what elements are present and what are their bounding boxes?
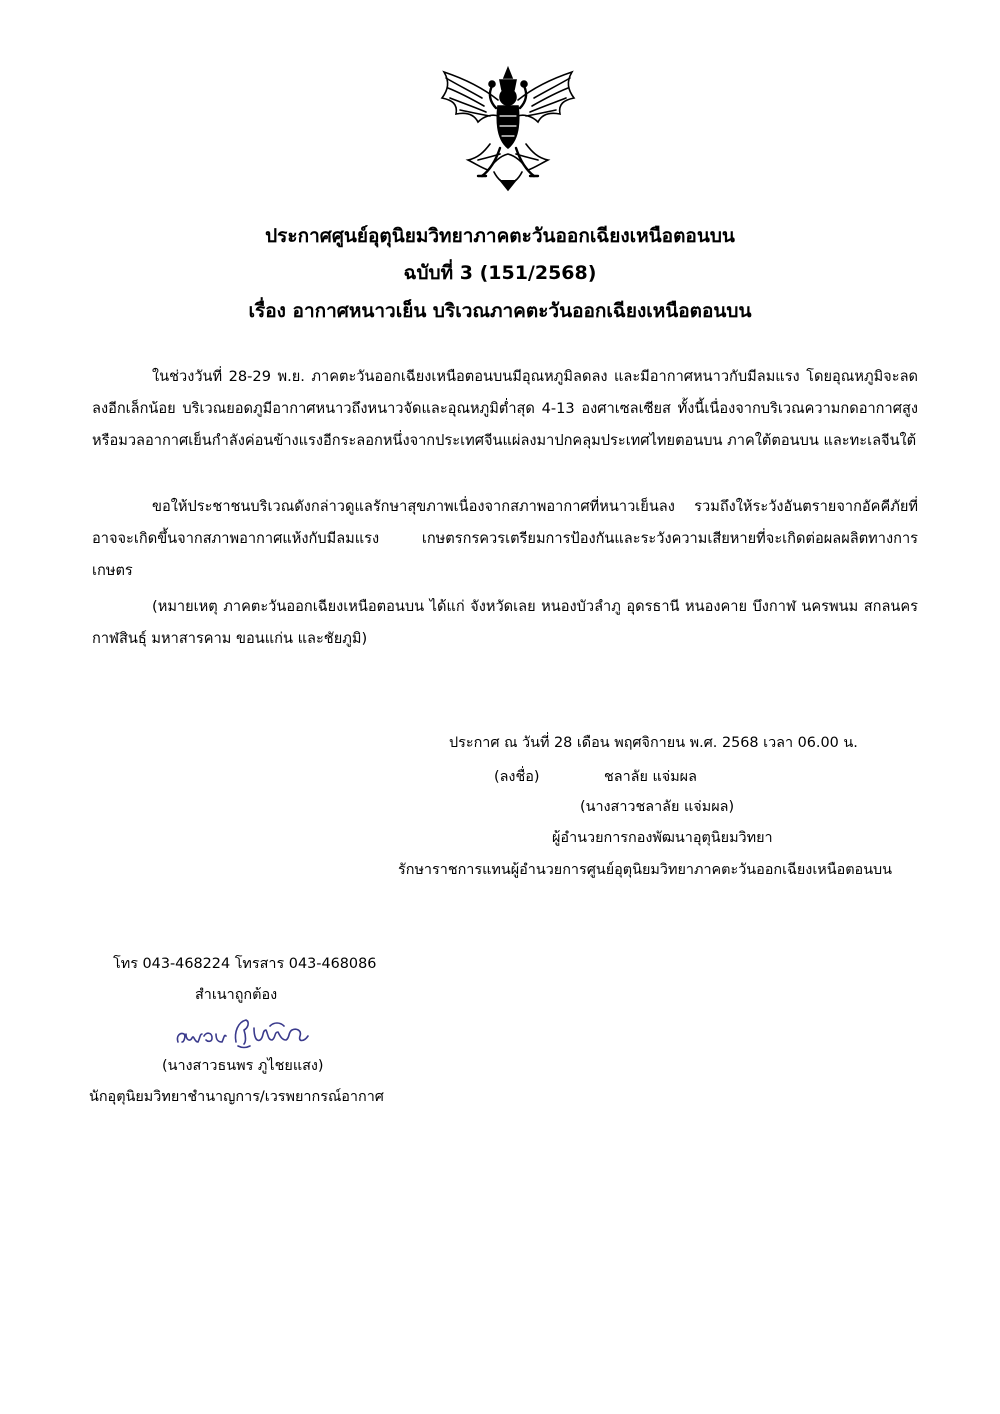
paragraph-weather-situation (92, 361, 918, 457)
signer-full-name: (นางสาวชลาลัย แจ่มผล) (580, 799, 735, 815)
signer-acting-position: รักษาราชการแทนผู้อำนวยการศูนย์อุตุนิยมวิทยาภาคตะวันออกเฉียงเหนือตอนบน (398, 862, 893, 878)
paragraph-advice (92, 491, 918, 587)
announcement-subject: เรื่อง อากาศหนาวเย็น บริเวณภาคตะวันออกเฉียงเหนือตอนบน (248, 300, 752, 322)
paragraph-note (92, 591, 918, 655)
signed-label: (ลงชื่อ) (494, 769, 540, 785)
announcement-number: ฉบับที่ 3 (151/2568) (403, 262, 597, 284)
paragraph-text: ในช่วงวันที่ 28-29 พ.ย. ภาคตะวันออกเฉียงเหนือตอนบนมีอุณหภูมิลดลง และมีอากาศหนาวกับมีลมแรง โดยอุณหภูมิจะลดลงอีกเล็กน้อย บริเวณยอดภูมีอากาศหนาวถึงหนาวจัดและอุณหภูมิต่ำสุด 4-13 องศาเซลเซียส ทั้งนี้เนื่องจากบริเวณความกดอากาศสูงหรือมวลอากาศเย็นกำลังค่อนข้างแรงอีกระลอกหนึ่งจากประเทศจีนแผ่ลงมาปกคลุมประเทศไทยตอนบน ภาคใต้ตอนบน และทะเลจีนใต้ (92, 368, 918, 449)
certifier-name: (นางสาวธนพร ภูไชยแสง) (162, 1058, 324, 1074)
copy-certified-label: สำเนาถูกต้อง (195, 987, 278, 1003)
signed-name: ชลาลัย แจ่มผล (604, 769, 697, 785)
announce-date: ประกาศ ณ วันที่ 28 เดือน พฤศจิกายน พ.ศ. 2568 เวลา 06.00 น. (449, 735, 858, 751)
certifier-position: นักอุตุนิยมวิทยาชำนาญการ/เวรพยากรณ์อากาศ (89, 1089, 384, 1105)
signer-position: ผู้อำนวยการกองพัฒนาอุตุนิยมวิทยา (552, 830, 773, 846)
note-text: (หมายเหตุ ภาคตะวันออกเฉียงเหนือตอนบน ได้แก่ จังหวัดเลย หนองบัวลำภู อุดรธานี หนองคาย บึงกาฬ นครพนม สกลนคร กาฬสินธุ์ มหาสารคาม ขอนแก่น และชัยภูมิ) (92, 598, 918, 647)
handwritten-signature-icon (172, 1012, 317, 1050)
garuda-emblem-icon (438, 64, 578, 194)
paragraph-text: ขอให้ประชาชนบริเวณดังกล่าวดูแลรักษาสุขภาพเนื่องจากสภาพอากาศที่หนาวเย็นลง รวมถึงให้ระวังอันตรายจากอัคคีภัยที่อาจจะเกิดขึ้นจากสภาพอากาศแห้งกับมีลมแรง เกษตรกรควรเตรียมการป้องกันและระวังความเสียหายที่จะเกิดต่อผลผลิตทางการเกษตร (92, 498, 918, 579)
document-title: ประกาศศูนย์อุตุนิยมวิทยาภาคตะวันออกเฉียงเหนือตอนบน (265, 225, 735, 247)
contact-numbers: โทร 043-468224 โทรสาร 043-468086 (113, 956, 377, 972)
